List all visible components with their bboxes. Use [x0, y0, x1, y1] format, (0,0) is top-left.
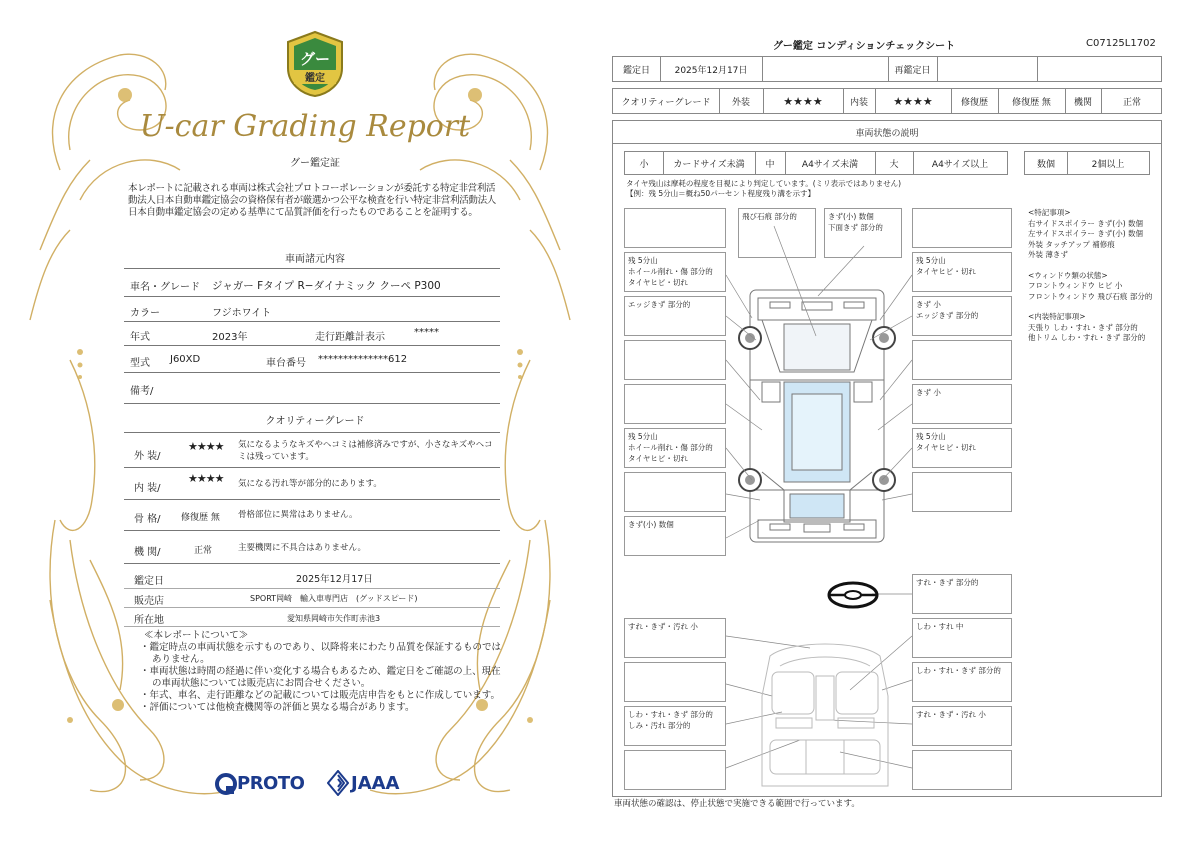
sheet-engine-value: 正常: [1122, 97, 1141, 108]
year-label: 年式: [130, 332, 150, 343]
callout-text: 残 5分山: [916, 256, 946, 265]
callout-text: 残 5分山: [628, 256, 658, 265]
sheet-engine-label: 機関: [1073, 97, 1092, 108]
year-value: 2023年: [212, 332, 248, 343]
callout-text: きず 小: [916, 300, 941, 309]
callout-front-center: [738, 208, 816, 258]
proto-logo-text: PROTO: [237, 773, 305, 794]
callout-int-left-lower: [624, 706, 726, 746]
callout-left-front-tire: [624, 252, 726, 292]
interior-note-line: 天張り しわ・すれ・きず 部分的: [1028, 322, 1138, 332]
callout-left-rear-tire: [624, 428, 726, 468]
callout-box: [912, 208, 1012, 248]
sheet-exterior-stars: ★★★★: [783, 94, 823, 108]
spec-heading: 車両諸元内容: [285, 254, 345, 265]
callout-steering: [912, 574, 1012, 614]
window-notes-title: <ウィンドウ類の状態>: [1028, 270, 1108, 280]
callout-rear-left: [624, 516, 726, 556]
size-small: 小: [639, 159, 649, 170]
tire-note: タイヤ残山は摩耗の程度を目視により判定しています。(ミリ表示ではありません): [626, 179, 902, 188]
frame-label: 骨 格/: [134, 514, 161, 525]
callout-box: [624, 472, 726, 512]
callout-int-right-lower: [912, 706, 1012, 746]
sheet-interior-stars: ★★★★: [893, 94, 933, 108]
callout-text: ホイール削れ・傷 部分的: [628, 443, 713, 452]
special-notes-title: <特記事項>: [1028, 208, 1071, 217]
mileage-value: *****: [414, 327, 439, 338]
size-small-desc: カードサイズ未満: [673, 159, 745, 170]
about-title: ≪本レポートについて≫: [144, 630, 249, 641]
interior-note-line: 他トリム しわ・すれ・きず 部分的: [1028, 333, 1146, 342]
car-interior-diagram: [750, 636, 900, 796]
chassis-label: 車台番号: [266, 358, 306, 369]
divider: [124, 588, 500, 589]
special-note-line: 外装 タッチアップ 補修痕: [1028, 239, 1115, 249]
callout-left-edge: [624, 296, 726, 336]
divider: [124, 296, 500, 297]
special-notes: [1028, 208, 1160, 344]
callout-text: しわ・すれ 中: [916, 622, 964, 631]
callout-int-right-upper: [912, 618, 1012, 658]
callout-int-right-mid: [912, 662, 1012, 702]
sheet-repair-value: 修復歴 無: [1012, 97, 1051, 108]
exterior-stars: ★★★★: [188, 440, 224, 453]
sheet-code: C07125L1702: [1086, 38, 1156, 49]
callout-int-left-upper: [624, 618, 726, 658]
type-value: J60XD: [170, 354, 201, 365]
divider: [124, 432, 500, 433]
callout-box: [624, 340, 726, 380]
address-value: 愛知県岡崎市矢作町赤池3: [287, 614, 381, 623]
engine-value: 正常: [194, 546, 213, 556]
type-label: 型式: [130, 358, 150, 369]
tire-example: 【例：残 5分山＝概ね50パーセント程度残り溝を示す】: [626, 189, 816, 198]
callout-text: きず 小: [916, 388, 941, 397]
callout-text: すれ・きず・汚れ 小: [916, 710, 986, 719]
special-note-line: 外装 薄きず: [1028, 250, 1068, 259]
footer-note: 車両状態の確認は、停止状態で実施できる範囲で行っています。: [614, 799, 860, 809]
window-note-line: フロントウィンドウ ヒビ 小: [1028, 281, 1123, 290]
callout-text: タイヤヒビ・切れ: [628, 454, 688, 463]
chassis-value: **************612: [318, 354, 408, 365]
divider: [124, 372, 500, 373]
quality-label: クオリティーグレード: [621, 97, 711, 108]
engine-label: 機 関/: [134, 547, 161, 558]
reinspect-label: 再鑑定日: [894, 65, 931, 76]
sheet-exterior-label: 外装: [731, 97, 750, 108]
callout-text: 飛び石痕 部分的: [742, 212, 797, 221]
divider: [124, 563, 500, 564]
window-note-line: フロントウィンドウ 飛び石痕 部分的: [1028, 291, 1153, 301]
appraisal-date-value: 2025年12月17日: [296, 574, 373, 585]
callout-text: エッジきず 部分的: [628, 300, 691, 309]
callout-box: [624, 208, 726, 248]
divider: [124, 403, 500, 404]
dealer-label: 販売店: [134, 596, 164, 607]
interior-note: 気になる汚れ等が部分的にあります。: [238, 479, 382, 489]
dealer-value: SPORT岡崎 輸入車専門店 (グッドスピード): [250, 594, 418, 603]
divider: [124, 321, 500, 322]
about-report: [130, 630, 502, 714]
date-value: 2025年12月17日: [674, 65, 748, 76]
badge-text-bottom: 鑑定: [305, 73, 325, 84]
callout-box: [624, 384, 726, 424]
sheet-title: グー鑑定 コンディションチェックシート: [772, 41, 956, 52]
report-title-text: U-car Grading Report: [140, 109, 470, 144]
interior-notes-title: <内装特記事項>: [1028, 312, 1086, 321]
callout-text: すれ・きず 部分的: [916, 578, 979, 587]
color-label: カラー: [130, 308, 160, 319]
frame-value: 修復歴 無: [181, 513, 220, 523]
goo-kantei-badge-icon: [284, 30, 346, 98]
mileage-label: 走行距離計表示: [315, 332, 385, 343]
interior-label: 内 装/: [134, 483, 161, 494]
jaaa-logo-text: JAAA: [351, 773, 400, 794]
interior-stars: ★★★★: [188, 472, 224, 485]
address-label: 所在地: [134, 615, 164, 626]
badge-text-top: グー: [299, 50, 331, 68]
special-note-line: 左サイドスポイラー きず(小) 数個: [1028, 229, 1144, 238]
proto-logo-icon: [214, 772, 238, 796]
exterior-label: 外 装/: [134, 451, 161, 462]
date-label: 鑑定日: [622, 65, 650, 76]
about-item: ・鑑定時点の車両状態を示すものであり、以降将来にわたり品質を保証するものではありません。: [140, 642, 502, 665]
callout-text: 下面きず 部分的: [828, 223, 883, 232]
callout-front-right: [824, 208, 902, 258]
exterior-note: 気になるようなキズやヘコミは補修済みですが、小さなキズやヘコミは残っています。: [238, 440, 493, 462]
size-large-desc: A4サイズ以上: [931, 159, 989, 170]
size-mid-desc: A4サイズ未満: [801, 159, 859, 170]
about-item: ・評価については他検査機関等の評価と異なる場合があります。: [140, 702, 415, 713]
jaaa-logo-icon: [327, 770, 349, 796]
callout-text: タイヤヒビ・切れ: [916, 443, 976, 452]
callout-text: 残 5分山: [628, 432, 658, 441]
engine-note: 主要機関に不具合はありません。: [238, 543, 367, 553]
callout-text: しみ・汚れ 部分的: [628, 721, 691, 730]
callout-box: [912, 472, 1012, 512]
count-label: 数個: [1036, 159, 1055, 170]
size-large: 大: [889, 159, 899, 170]
callout-text: しわ・すれ・きず 部分的: [916, 666, 1001, 675]
callout-text: タイヤヒビ・切れ: [916, 267, 976, 276]
callout-right-rear-tire: [912, 428, 1012, 468]
callout-text: きず(小) 数個: [628, 520, 674, 529]
about-item: ・車両状態は時間の経過に伴い変化する場合もあるため、鑑定日をご確認の上、現在の車両状態については販売店にお問合せください。: [140, 666, 501, 689]
sheet-interior-label: 内装: [849, 97, 868, 108]
sheet-repair-label: 修復歴: [960, 97, 988, 108]
steering-wheel-icon: [826, 580, 880, 610]
appraisal-date-label: 鑑定日: [134, 576, 164, 587]
remarks-label: 備考/: [130, 386, 154, 397]
special-note-line: 右サイドスポイラー きず(小) 数個: [1028, 218, 1144, 228]
callout-text: 残 5分山: [916, 432, 946, 441]
model-label: 車名・グレード: [130, 282, 200, 293]
model-value: ジャガー Fタイプ R−ダイナミック クーペ P300: [212, 280, 441, 292]
callout-box: [624, 750, 726, 790]
color-value: フジホワイト: [212, 308, 272, 319]
callout-box: [912, 750, 1012, 790]
size-mid: 中: [765, 159, 775, 170]
callout-right-mid: [912, 384, 1012, 424]
grade-heading: クオリティーグレード: [265, 416, 365, 427]
condition-heading: 車両状態の説明: [855, 128, 919, 139]
frame-note: 骨格部位に異常はありません。: [238, 510, 358, 520]
callout-right-front-tire: [912, 252, 1012, 292]
report-title-script: [140, 96, 470, 152]
divider: [124, 607, 500, 608]
callout-text: きず(小) 数個: [828, 212, 874, 221]
divider: [124, 268, 500, 269]
callout-text: すれ・きず・汚れ 小: [628, 622, 698, 631]
callout-right-edge: [912, 296, 1012, 336]
divider: [124, 467, 500, 468]
callout-box: [912, 340, 1012, 380]
about-item: ・年式、車名、走行距離などの記載については販売店申告をもとに作成しています。: [140, 690, 501, 701]
certificate-intro: 本レポートに記載される車両は株式会社プロトコーポレーションが委託する特定非営利活動法人日本自動車鑑定協会の資格保有者が厳選かつ公平な検査を行い特定非営利活動法人日本自動車鑑定協会の定める基準にて品質評価を行ったものであることを証明する。: [128, 183, 497, 218]
callout-text: エッジきず 部分的: [916, 311, 979, 320]
divider: [124, 499, 500, 500]
count-desc: 2個以上: [1091, 159, 1125, 170]
callout-text: しわ・すれ・きず 部分的: [628, 710, 713, 719]
callout-box: [624, 662, 726, 702]
callout-text: タイヤヒビ・切れ: [628, 278, 688, 287]
divider: [124, 345, 500, 346]
callout-text: ホイール削れ・傷 部分的: [628, 267, 713, 276]
divider: [124, 626, 500, 627]
condition-check-sheet: [600, 0, 1200, 848]
divider: [124, 530, 500, 531]
certificate-heading: グー鑑定証: [290, 158, 340, 169]
